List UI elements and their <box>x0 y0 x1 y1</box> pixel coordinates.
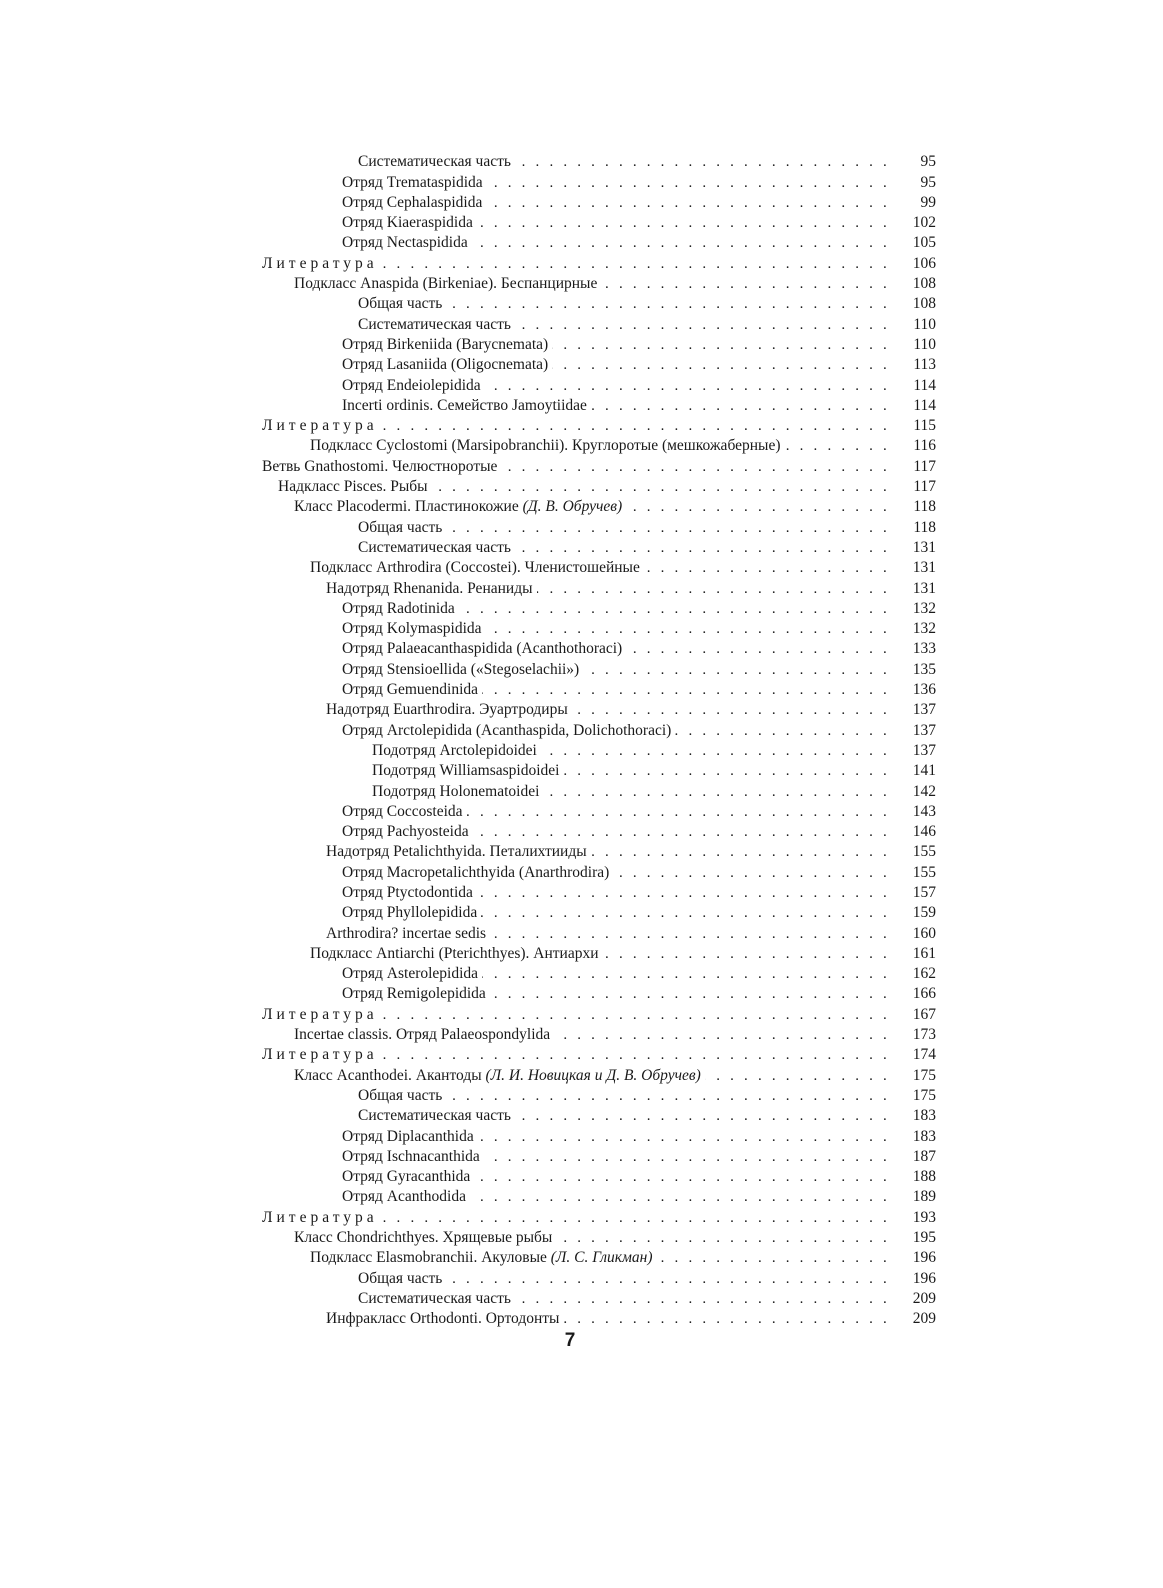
toc-entry-page: 110 <box>913 335 936 353</box>
toc-entry <box>262 253 936 273</box>
dot-leader <box>626 639 890 659</box>
toc-entry-label <box>342 376 485 396</box>
dot-leader <box>477 883 890 903</box>
toc-entry-page: 114 <box>913 376 936 394</box>
toc-entry <box>262 964 936 984</box>
toc-entry-title: Литература <box>262 1208 378 1226</box>
toc-entry <box>262 1065 936 1085</box>
toc-entry-label <box>358 518 446 538</box>
toc-entry <box>262 233 936 253</box>
toc-entry-page: 99 <box>920 193 936 211</box>
toc-entry-page: 135 <box>912 660 936 678</box>
dot-leader <box>478 1127 890 1147</box>
dot-leader <box>552 355 890 375</box>
toc-entry-page: 141 <box>912 762 936 780</box>
toc-entry <box>262 436 936 456</box>
dot-leader <box>482 964 890 984</box>
toc-entry <box>262 1309 936 1329</box>
toc-entry-label <box>342 639 626 659</box>
toc-entry-page: 113 <box>913 356 936 374</box>
toc-entry <box>262 944 936 964</box>
toc-entry <box>262 1289 936 1309</box>
dot-leader <box>487 173 890 193</box>
toc-entry-title: Класс Chondrichthyes. Хрящевые рыбы <box>294 1229 553 1247</box>
toc-entry-label <box>342 173 487 193</box>
dot-leader <box>490 924 890 944</box>
toc-entry-page: 161 <box>912 944 936 962</box>
toc-entry-page: 155 <box>912 863 936 881</box>
toc-entry <box>262 659 936 679</box>
dot-leader <box>382 1045 890 1065</box>
toc-entry-title: Отряд Birkeniida (Barycnemata) <box>342 335 549 353</box>
toc-entry <box>262 720 936 740</box>
toc-entry <box>262 680 936 700</box>
dot-leader <box>474 1167 890 1187</box>
toc-entry-page: 137 <box>912 741 936 759</box>
toc-entry-title: Литература <box>262 1005 378 1023</box>
dot-leader <box>382 416 890 436</box>
toc-entry-title: Инфракласс Orthodonti. Ортодонты <box>326 1310 560 1328</box>
toc-entry-page: 193 <box>912 1208 936 1226</box>
toc-entry-label <box>372 741 541 761</box>
toc-entry-title: Подотряд Holonematoidei <box>372 782 540 800</box>
toc-entry-label <box>326 579 537 599</box>
dot-leader <box>515 1106 890 1126</box>
toc-entry-page: 143 <box>912 802 936 820</box>
toc-entry-title: Систематическая часть <box>358 1289 511 1307</box>
toc-entry-label <box>262 254 382 274</box>
toc-entry-title: Надотряд Petalichthyida. Петалихтииды <box>326 843 587 861</box>
toc-entry-label <box>342 599 459 619</box>
toc-entry <box>262 1025 936 1045</box>
toc-entry-title: Отряд Acanthodida <box>342 1188 466 1206</box>
toc-entry-label <box>358 1086 446 1106</box>
dot-leader <box>459 599 890 619</box>
toc-entry-label <box>342 883 477 903</box>
dot-leader <box>554 1025 890 1045</box>
dot-leader <box>537 579 890 599</box>
toc-entry-label <box>326 842 591 862</box>
dot-leader <box>486 619 890 639</box>
toc-entry <box>262 1228 936 1248</box>
toc-entry <box>262 375 936 395</box>
toc-entry-label <box>294 1025 554 1045</box>
toc-entry-page: 175 <box>912 1066 936 1084</box>
toc-entry <box>262 619 936 639</box>
toc-entry-label <box>342 680 482 700</box>
dot-leader <box>467 802 890 822</box>
toc-entry-title: Отряд Cephalaspidida <box>342 193 483 211</box>
dot-leader <box>644 558 890 578</box>
toc-entry-page: 174 <box>912 1046 936 1064</box>
dot-leader <box>515 538 890 558</box>
toc-entry-label <box>342 396 591 416</box>
toc-entry-page: 159 <box>912 904 936 922</box>
dot-leader <box>382 1005 890 1025</box>
toc-entry-page: 95 <box>920 153 936 171</box>
toc-entry-page: 118 <box>913 518 936 536</box>
toc-entry-page: 137 <box>912 701 936 719</box>
toc-entry-title: Общая часть <box>358 518 443 536</box>
dot-leader <box>626 497 890 517</box>
toc-entry <box>262 578 936 598</box>
dot-leader <box>501 457 890 477</box>
toc-entry-label <box>358 1106 515 1126</box>
toc-entry <box>262 497 936 517</box>
toc-entry-title: Подкласс Arthrodira (Coccostei). Членистошейные <box>310 559 640 577</box>
toc-entry-page: 183 <box>912 1127 936 1145</box>
toc-entry-label <box>262 1045 382 1065</box>
toc-entry <box>262 1086 936 1106</box>
toc-entry-label <box>342 1147 484 1167</box>
dot-leader <box>446 1086 890 1106</box>
dot-leader <box>515 315 890 335</box>
dot-leader <box>601 274 890 294</box>
toc-entry-label <box>278 477 432 497</box>
toc-entry-page: 196 <box>912 1249 936 1267</box>
toc-entry-page: 162 <box>912 965 936 983</box>
toc-entry <box>262 1147 936 1167</box>
toc-entry-title: Отряд Nectaspidida <box>342 234 468 252</box>
toc-entry-page: 188 <box>912 1168 936 1186</box>
toc-entry-label <box>262 416 382 436</box>
toc-entry-page: 209 <box>912 1289 936 1307</box>
toc-entry-title: Литература <box>262 254 378 272</box>
toc-entry-page: 166 <box>912 985 936 1003</box>
dot-leader <box>613 863 890 883</box>
toc-entry <box>262 193 936 213</box>
toc-entry-label <box>310 558 644 578</box>
toc-entry-label <box>358 294 446 314</box>
toc-entry-page: 136 <box>912 681 936 699</box>
toc-entry <box>262 558 936 578</box>
toc-entry-page: 173 <box>912 1026 936 1044</box>
toc-entry-title: Систематическая часть <box>358 315 511 333</box>
toc-entry-label <box>342 213 477 233</box>
toc-entry <box>262 923 936 943</box>
toc-entry-page: 108 <box>912 295 936 313</box>
toc-entry-title: Arthrodira? incertae sedis <box>326 924 487 942</box>
toc-entry-label <box>358 1289 515 1309</box>
toc-entry-page: 157 <box>912 883 936 901</box>
toc-entry <box>262 1187 936 1207</box>
toc-entry-page: 183 <box>912 1107 936 1125</box>
toc-entry-title: Отряд Ptyctodontida <box>342 883 473 901</box>
toc-entry-label <box>294 497 626 517</box>
dot-leader <box>572 700 890 720</box>
toc-entry-label <box>310 944 603 964</box>
toc-entry-label <box>342 721 675 741</box>
dot-leader <box>675 721 890 741</box>
toc-entry-page: 114 <box>913 396 936 414</box>
dot-leader <box>490 984 890 1004</box>
toc-entry-page: 160 <box>912 924 936 942</box>
toc-entry-label <box>342 355 552 375</box>
toc-entry-title: Надкласс Pisces. Рыбы <box>278 478 428 496</box>
toc-entry-title: Отряд Radotinida <box>342 599 455 617</box>
toc-entry-title: Надотряд Rhenanida. Ренаниды <box>326 579 533 597</box>
toc-entry-label <box>358 152 515 172</box>
toc-entry-label <box>262 457 501 477</box>
toc-entry <box>262 1167 936 1187</box>
toc-entry-title: Надотряд Euarthrodira. Эуартродиры <box>326 701 568 719</box>
toc-entry-title: Отряд Phyllolepidida <box>342 904 478 922</box>
toc-entry-title: Систематическая часть <box>358 153 511 171</box>
toc-entry-page: 155 <box>912 843 936 861</box>
toc-entry-label <box>358 538 515 558</box>
toc-entry-label <box>326 924 490 944</box>
toc-entry-title: Отряд Ischnacanthida <box>342 1147 480 1165</box>
toc-entry-title: Систематическая часть <box>358 538 511 556</box>
dot-leader <box>785 436 890 456</box>
toc-entry <box>262 213 936 233</box>
toc-entry-label <box>342 802 467 822</box>
toc-entry-page: 187 <box>912 1147 936 1165</box>
toc-entry <box>262 517 936 537</box>
dot-leader <box>470 1187 890 1207</box>
toc-entry-label <box>342 1167 474 1187</box>
toc-entry-page: 146 <box>912 823 936 841</box>
toc-entry-title: Подотряд Williamsaspidoidei <box>372 762 560 780</box>
toc-entry <box>262 1126 936 1146</box>
toc-entry-page: 195 <box>912 1229 936 1247</box>
toc-entry-title: Отряд Remigolepidida <box>342 985 486 1003</box>
dot-leader <box>656 1248 890 1268</box>
dot-leader <box>583 660 890 680</box>
toc-entry-title: Общая часть <box>358 1086 443 1104</box>
toc-entry-title: Отряд Coccosteida <box>342 802 463 820</box>
toc-entry-title: Отряд Macropetalichthyida (Anarthrodira) <box>342 863 610 881</box>
toc-entry-title: Incerti ordinis. Семейство Jamoytiidae <box>342 396 587 414</box>
toc-entry <box>262 1248 936 1268</box>
dot-leader <box>446 294 890 314</box>
toc-entry <box>262 1004 936 1024</box>
page-number: 7 <box>564 1330 576 1351</box>
toc-entry-page: 132 <box>912 620 936 638</box>
toc-entry <box>262 599 936 619</box>
dot-leader <box>472 233 890 253</box>
toc-entry-page: 95 <box>920 173 936 191</box>
toc-entry-title: Класс Placodermi. Пластинокожие <box>294 498 519 516</box>
toc-entry-title: Отряд Kolymaspidida <box>342 620 482 638</box>
dot-leader <box>515 152 890 172</box>
dot-leader <box>477 213 890 233</box>
toc-entry <box>262 274 936 294</box>
dot-leader <box>482 680 890 700</box>
toc-entry-label <box>342 660 583 680</box>
toc-entry-page: 105 <box>912 234 936 252</box>
toc-entry-page: 175 <box>912 1086 936 1104</box>
dot-leader <box>432 477 890 497</box>
toc-entry-title: Литература <box>262 1046 378 1064</box>
toc-entry-page: 132 <box>912 599 936 617</box>
toc-entry-title: Ветвь Gnathostomi. Челюстноротые <box>262 457 498 475</box>
toc-entry-page: 110 <box>913 315 936 333</box>
toc-entry-author: (Л. И. Новицкая и Д. В. Обручев) <box>485 1066 701 1084</box>
toc-entry-page: 102 <box>912 214 936 232</box>
dot-leader <box>485 376 890 396</box>
toc-entry-label <box>342 233 472 253</box>
toc-entry-page: 131 <box>912 579 936 597</box>
toc-entry-title: Отряд Palaeacanthaspidida (Acanthothoraci) <box>342 640 623 658</box>
toc-entry <box>262 396 936 416</box>
toc-entry-title: Литература <box>262 417 378 435</box>
toc-entry-author: (Л. С. Гликман) <box>550 1249 653 1267</box>
toc-entry-title: Отряд Diplacanthida <box>342 1127 474 1145</box>
toc-entry-page: 116 <box>913 437 936 455</box>
toc-entry-label <box>342 1187 470 1207</box>
toc-entry <box>262 822 936 842</box>
toc-entry-title: Отряд Asterolepidida <box>342 965 479 983</box>
toc-entry <box>262 862 936 882</box>
toc-entry-title: Отряд Tremataspidida <box>342 173 483 191</box>
toc-entry <box>262 416 936 436</box>
toc-entry-title: Отряд Kiaeraspidida <box>342 214 473 232</box>
toc-entry-label <box>294 1228 556 1248</box>
toc-entry-label <box>310 436 785 456</box>
toc-entry-page: 142 <box>912 782 936 800</box>
toc-entry-title: Incertae classis. Отряд Palaeospondylida <box>294 1026 551 1044</box>
toc-entry-page: 118 <box>913 498 936 516</box>
toc-entry-label <box>294 274 601 294</box>
dot-leader <box>603 944 891 964</box>
toc-entry-title: Общая часть <box>358 1269 443 1287</box>
toc-entry-page: 131 <box>912 559 936 577</box>
toc-entry <box>262 1207 936 1227</box>
dot-leader <box>484 1147 890 1167</box>
dot-leader <box>705 1066 890 1086</box>
toc-entry-label <box>342 335 552 355</box>
toc-entry-label <box>372 761 563 781</box>
toc-entry-page: 115 <box>913 417 936 435</box>
toc-entry-page: 196 <box>912 1269 936 1287</box>
toc-entry <box>262 639 936 659</box>
toc-entry <box>262 477 936 497</box>
toc-entry <box>262 1106 936 1126</box>
dot-leader <box>382 1208 890 1228</box>
toc-entry-page: 117 <box>913 478 936 496</box>
toc-entry-page: 167 <box>912 1005 936 1023</box>
toc-entry <box>262 984 936 1004</box>
toc-entry <box>262 172 936 192</box>
toc-entry-label <box>342 1127 478 1147</box>
toc-entry-label <box>358 315 515 335</box>
toc-entry-label <box>294 1066 705 1086</box>
toc-entry-label <box>358 1269 446 1289</box>
toc-entry-page: 108 <box>912 275 936 293</box>
toc-entry <box>262 1268 936 1288</box>
dot-leader <box>563 761 890 781</box>
dot-leader <box>446 1269 890 1289</box>
dot-leader <box>541 741 890 761</box>
toc-entry-label <box>342 903 481 923</box>
toc-entry-title: Отряд Lasaniida (Oligocnemata) <box>342 356 549 374</box>
toc-entry-label <box>310 1248 656 1268</box>
toc-entry <box>262 456 936 476</box>
toc-entry <box>262 314 936 334</box>
toc-entry-title: Подкласс Elasmobranchii. Акуловые <box>310 1249 547 1267</box>
toc-entry <box>262 842 936 862</box>
toc-entry-title: Класс Acanthodei. Акантоды <box>294 1066 482 1084</box>
toc-entry-title: Систематическая часть <box>358 1107 511 1125</box>
dot-leader <box>556 1228 890 1248</box>
toc-entry-title: Подкласс Cyclostomi (Marsipobranchii). Круглоротые (мешкожаберные) <box>310 437 781 455</box>
toc-entry-label <box>342 193 486 213</box>
dot-leader <box>591 396 890 416</box>
toc-entry <box>262 152 936 172</box>
toc-entry <box>262 883 936 903</box>
toc-entry-title: Подотряд Arctolepidoidei <box>372 741 537 759</box>
toc-entry <box>262 903 936 923</box>
toc-entry-label <box>342 984 490 1004</box>
toc-entry <box>262 538 936 558</box>
toc-entry-label <box>342 863 613 883</box>
dot-leader <box>446 518 890 538</box>
dot-leader <box>591 842 890 862</box>
toc-entry <box>262 700 936 720</box>
toc-entry-title: Общая часть <box>358 295 443 313</box>
toc-entry-label <box>342 822 473 842</box>
toc-entry <box>262 335 936 355</box>
toc-entry-label <box>326 1309 563 1329</box>
toc-entry <box>262 294 936 314</box>
toc-entry-page: 189 <box>912 1188 936 1206</box>
dot-leader <box>486 193 890 213</box>
toc-entry-title: Отряд Gemuendinida <box>342 681 479 699</box>
toc-entry-title: Отряд Gyracanthida <box>342 1168 471 1186</box>
toc-entry-author: (Д. В. Обручев) <box>522 498 623 516</box>
table-of-contents <box>262 152 936 1329</box>
toc-entry <box>262 761 936 781</box>
toc-entry <box>262 781 936 801</box>
toc-entry-page: 106 <box>912 254 936 272</box>
dot-leader <box>481 903 890 923</box>
toc-entry-page: 131 <box>912 538 936 556</box>
toc-entry-label <box>342 619 486 639</box>
toc-entry-page: 209 <box>912 1310 936 1328</box>
toc-entry-label <box>372 782 543 802</box>
toc-entry-title: Подкласс Antiarchi (Pterichthyes). Антиархи <box>310 944 599 962</box>
toc-entry <box>262 741 936 761</box>
toc-entry-page: 137 <box>912 721 936 739</box>
toc-entry-title: Отряд Endeiolepidida <box>342 376 481 394</box>
toc-entry-page: 133 <box>912 640 936 658</box>
toc-entry <box>262 355 936 375</box>
dot-leader <box>382 254 890 274</box>
toc-entry-label <box>326 700 572 720</box>
dot-leader <box>552 335 890 355</box>
toc-entry-label <box>342 964 482 984</box>
dot-leader <box>563 1309 890 1329</box>
toc-entry-label <box>262 1005 382 1025</box>
dot-leader <box>473 822 890 842</box>
toc-entry-title: Подкласс Anaspida (Birkeniae). Беспанцирные <box>294 275 598 293</box>
toc-entry <box>262 802 936 822</box>
toc-entry-title: Отряд Pachyosteida <box>342 823 469 841</box>
toc-entry-title: Отряд Arctolepidida (Acanthaspida, Dolichothoraci) <box>342 721 672 739</box>
toc-entry-title: Отряд Stensioellida («Stegoselachii») <box>342 660 580 678</box>
dot-leader <box>515 1289 890 1309</box>
toc-entry-page: 117 <box>913 457 936 475</box>
toc-entry <box>262 1045 936 1065</box>
dot-leader <box>543 782 890 802</box>
toc-entry-label <box>262 1208 382 1228</box>
